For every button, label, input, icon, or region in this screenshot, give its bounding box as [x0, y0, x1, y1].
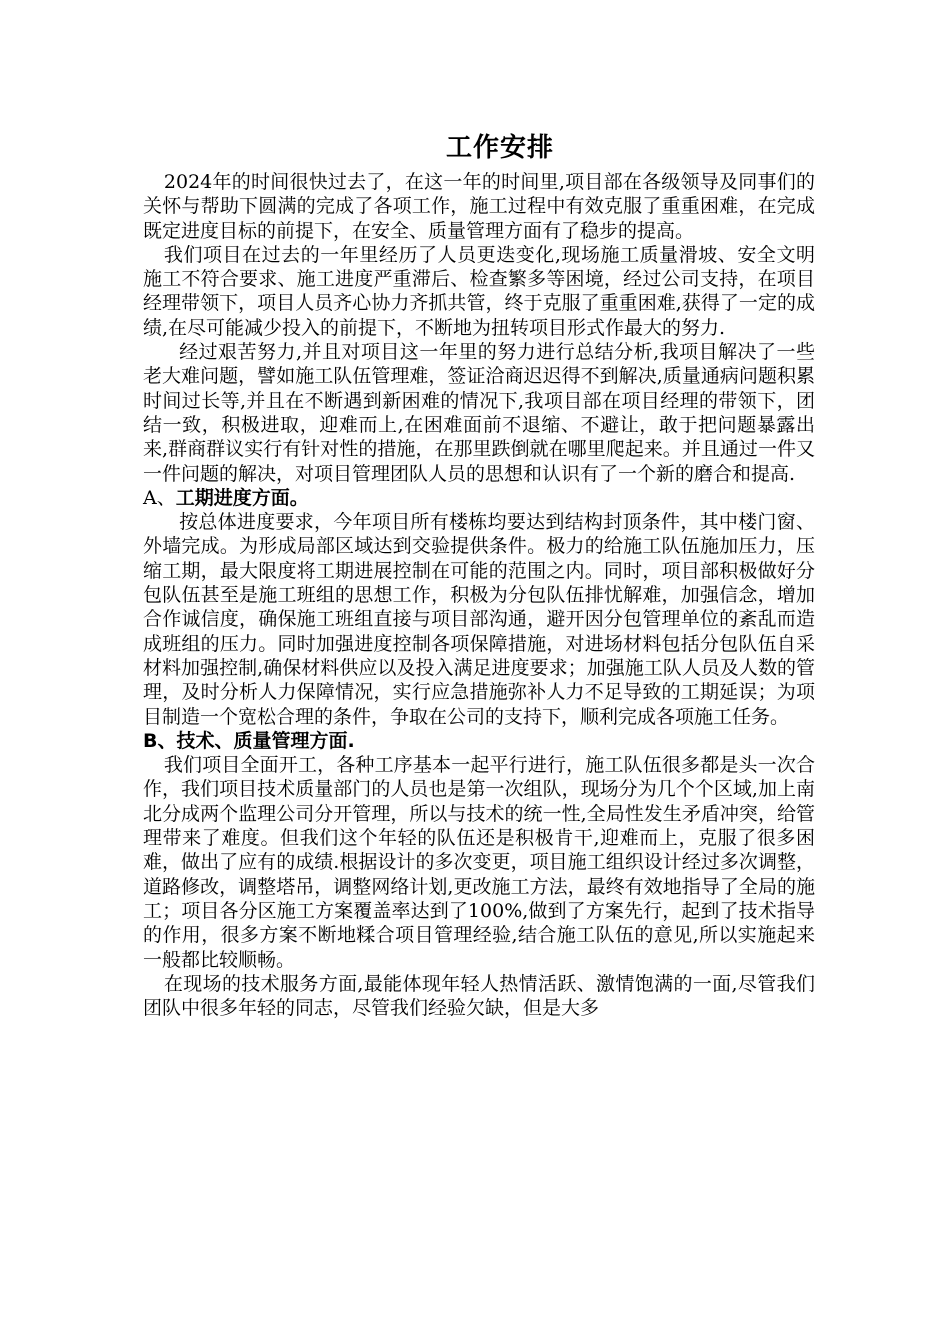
paragraph-achievements: 经过艰苦努力,并且对项目这一年里的努力进行总结分析,我项目解决了一些老大难问题，譬如施工队伍管理难，签证洽商迟迟得不到解决,质量通病问题积累时间过长等,并且在不断遇到新困难的情况下,我项目部在项目经理的带领下，团结一致，积极进取，迎难而上,在困难面前不退缩、不避让，敢于把问题暴露出来,群商群议实行有针对性的措施，在那里跌倒就在哪里爬起来。并且通过一件又一件问题的解决，对项目管理团队人员的思想和认识有了一个新的磨合和提高. — [143, 341, 815, 485]
section-heading-a — [143, 486, 815, 510]
section-heading-a-prefix: A、 — [143, 486, 176, 509]
paragraph-difficulties: 我们项目在过去的一年里经历了人员更迭变化,现场施工质量滑坡、安全文明施工不符合要求、施工进度严重滞后、检查繁多等困境，经过公司支持，在项目经理带领下，项目人员齐心协力齐抓共管，终于克服了重重困难,获得了一定的成绩,在尽可能减少投入的前提下，不断地为扭转项目形式作最大的努力. — [143, 243, 815, 339]
section-heading-b: B、技术、质量管理方面. — [143, 729, 355, 752]
document-title: 工作安排 — [445, 133, 554, 163]
section-heading-a-text: 工期进度方面。 — [175, 486, 309, 509]
paragraph-intro: 2024年的时间很快过去了，在这一年的时间里,项目部在各级领导及同事们的关怀与帮助下圆满的完成了各项工作，施工过程中有效克服了重重困难，在完成既定进度目标的前提下，在安全、质量管理方面有了稳步的提高。 — [143, 171, 815, 242]
paragraph-service: 在现场的技术服务方面,最能体现年轻人热情活跃、激情饱满的一面,尽管我们团队中很多年轻的同志，尽管我们经验欠缺，但是大多 — [143, 972, 815, 1020]
paragraph-schedule: 按总体进度要求，今年项目所有楼栋均要达到结构封顶条件，其中楼门窗、外墙完成。为形成局部区域达到交验提供条件。极力的给施工队伍施加压力，压缩工期，最大限度将工期进展控制在可能的范围之内。同时，项目部积极做好分包队伍甚至是施工班组的思想工作，积极为分包队伍排忧解难，加强信念，增加合作诚信度，确保施工班组直接与项目部沟通，避开因分包管理单位的紊乱而造成班组的压力。同时加强进度控制各项保障措施，对进场材料包括分包队伍自采材料加强控制,确保材料供应以及投入满足进度要求；加强施工队人员及人数的管理，及时分析人力保障情况，实行应急措施弥补人力不足导致的工期延误；为项目制造一个宽松合理的条件，争取在公司的支持下，顺利完成各项施工任务。 — [143, 511, 815, 728]
document-body — [143, 170, 815, 1020]
paragraph-technical: 我们项目全面开工，各种工序基本一起平行进行，施工队伍很多都是头一次合作，我们项目技术质量部门的人员也是第一次组队，现场分为几个个区域,加上南北分成两个监理公司分开管理，所以与技术的统一性,全局性发生矛盾冲突，给管理带来了难度。但我们这个年轻的队伍还是积极肯干,迎难而上，克服了很多困难，做出了应有的成绩.根据设计的多次变更，项目施工组织设计经过多次调整，道路修改，调整塔吊，调整网络计划,更改施工方法，最终有效地指导了全局的施工；项目各分区施工方案覆盖率达到了100%,做到了方案先行，起到了技术指导的作用，很多方案不断地糅合项目管理经验,结合施工队伍的意见,所以实施起来一般都比较顺畅。 — [143, 754, 815, 971]
